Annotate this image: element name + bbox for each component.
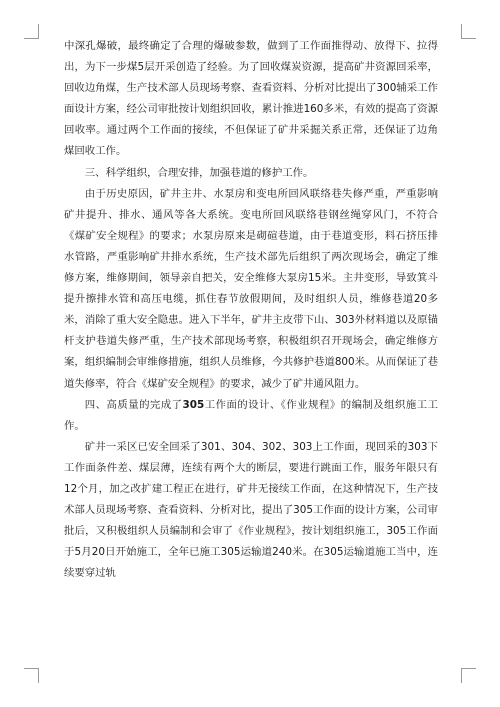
crop-mark-bottom-left (24, 668, 39, 683)
paragraph-305-face: 矿井一采区已安全回采了301、304、302、303上工作面，现回采的303下工作面条件差、煤层薄，连续有两个大的断层，要进行跳面工作，服务年限只有12个月，加之改扩建工程正在进行，矿井无接续工作面，在这种情况下，生产技术部人员现场考察、查看资料、分析对比，提出了305工作面的设计方案，公司审批后，又积极组织人员编制和会审了《作业规程》，按计划组织施工，305工作面于5月20日开始施工，全年已施工305运输道240米。在305运输道施工当中，连续要穿过轨 (64, 440, 438, 580)
document-page (64, 36, 438, 584)
paragraph-coal-recovery: 中深孔爆破，最终确定了合理的爆破参数，做到了工作面推得动、放得下、拉得出，为下一步煤5层开采创造了经验。为了回收煤炭资源，提高矿井资源回采率，回收边角煤，生产技术部人员现场考察、查看资料、分析对比提出了300辅采工作面设计方案，经公司审批按计划组织回收，累计推进160多米，有效的提高了资源回收率。通过两个工作面的接续，不但保证了矿井采掘关系正常，还保证了边角煤回收工作。 (64, 40, 438, 158)
crop-mark-top-right (461, 24, 476, 39)
heading-305-prefix: 四、高质量的完成了 (84, 398, 183, 411)
paragraph-roadway-repair: 由于历史原因，矿井主井、水泵房和变电所回风联络巷失修严重，严重影响矿井提升、排水、通风等各大系统。变电所回风联络巷钢丝绳穿风门，不符合《煤矿安全规程》的要求；水泵房原来是砌碹巷道，由于巷道变形，料石挤压排水管路，严重影响矿井排水系统，生产技术部先后组织了两次现场会，确定了维修方案，维修期间，领导亲自把关，安全维修大泵房15米。主井变形，导致箕斗提升擦排水管和高压电缆，抓住春节放假期间，及时组织人员，维修巷道20多米，消除了重大安全隐患。进入下半年，矿井主皮带下山、303外材料道以及原锚杆支护巷道失修严重，生产技术部现场考察，积极组织召开现场会，确定维修方案，组织编制会审维修措施，组织人员维修，今共修护巷道800米。从而保证了巷道失修率，符合《煤矿安全规程》的要求，减少了矿井通风阻力。 (64, 187, 438, 390)
heading-305-face (64, 395, 438, 437)
heading-roadway-repair: 三、科学组织，合理安排，加强巷道的修护工作。 (84, 166, 314, 179)
crop-mark-top-left (24, 24, 39, 39)
crop-mark-bottom-right (461, 668, 476, 683)
heading-305-number: 305 (182, 398, 205, 411)
heading-305-suffix: 工作面的设计、《作业规程》的编制及组织施工工作。 (64, 398, 438, 432)
